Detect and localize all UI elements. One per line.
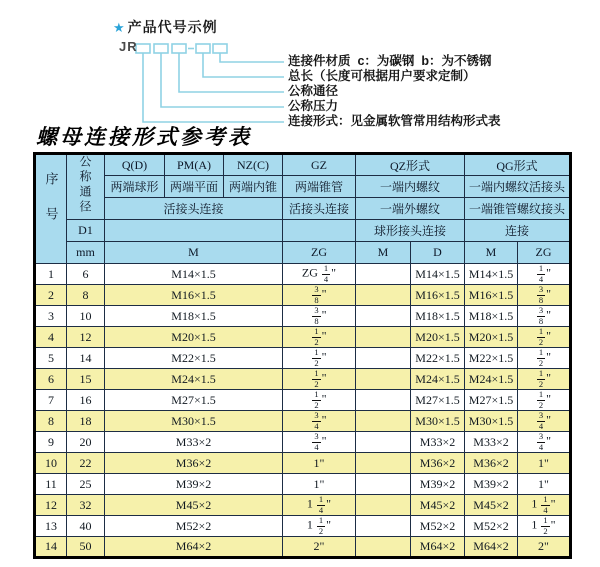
table-cell: 1 $\frac{1}{4}$ " <box>518 495 571 516</box>
fraction: $\frac{3}{4}$ <box>314 410 319 431</box>
table-cell <box>356 495 411 516</box>
table-cell: M33×2 <box>411 432 465 453</box>
code-box-2 <box>154 44 168 53</box>
table-cell: $\frac{1}{2}$ " <box>518 348 571 369</box>
star-icon: ★ <box>113 20 126 35</box>
table-cell: 22 <box>67 453 105 474</box>
table-cell: M39×2 <box>411 474 465 495</box>
table-cell: 18 <box>67 411 105 432</box>
table-header <box>35 154 571 264</box>
table-cell: M52×2 <box>105 516 283 537</box>
table-cell: 40 <box>67 516 105 537</box>
table-cell: M18×1.5 <box>411 306 465 327</box>
table-body <box>35 264 571 558</box>
fraction: $\frac{1}{2}$ <box>314 368 319 389</box>
header-qz-conn: 球形接头连接 <box>356 220 465 242</box>
table-cell: M39×2 <box>105 474 283 495</box>
table-cell: $\frac{3}{8}$ " <box>518 306 571 327</box>
table-cell: M27×1.5 <box>411 390 465 411</box>
table-row <box>35 285 571 306</box>
diagram-title-text: 产品代号示例 <box>127 19 218 35</box>
header-qg-conn: 连接 <box>465 220 571 242</box>
table-row <box>35 453 571 474</box>
diagram-title <box>113 17 218 37</box>
header-qz: QZ形式 <box>356 154 465 176</box>
table-cell <box>356 390 411 411</box>
table-cell: M45×2 <box>465 495 518 516</box>
table-cell: M24×1.5 <box>411 369 465 390</box>
table-cell: 2 <box>35 285 67 306</box>
header-qd: Q(D) <box>105 154 165 176</box>
fraction: $\frac{3}{4}$ <box>314 431 319 452</box>
code-label-material: 连接件材质 c：为碳钢 b：为不锈钢 <box>288 54 492 68</box>
leader-line-connection <box>143 53 284 122</box>
fraction: $\frac{1}{2}$ <box>538 326 544 347</box>
header-zg: ZG <box>283 242 356 264</box>
header-nzc-sub: 两端内锥 <box>224 176 283 198</box>
header-qz-d: D <box>411 242 465 264</box>
table-cell: $\frac{3}{4}$ " <box>518 411 571 432</box>
table-cell: $\frac{1}{2}$ " <box>283 348 356 369</box>
fraction: $\frac{1}{2}$ <box>314 389 319 410</box>
table-cell: M27×1.5 <box>465 390 518 411</box>
table-cell: M16×1.5 <box>105 285 283 306</box>
code-label-diameter: 公称通径 <box>288 84 339 98</box>
header-blank-gz <box>283 220 356 242</box>
table-cell: 12 <box>35 495 67 516</box>
table-cell: M36×2 <box>465 453 518 474</box>
table-cell: M14×1.5 <box>411 264 465 285</box>
nut-connection-table <box>33 152 572 559</box>
table-cell: 8 <box>67 285 105 306</box>
table-cell: 3 <box>35 306 67 327</box>
table-cell: $\frac{3}{4}$ " <box>283 432 356 453</box>
table-cell: M18×1.5 <box>105 306 283 327</box>
table-cell: M36×2 <box>105 453 283 474</box>
table-cell: $\frac{1}{2}$ " <box>518 327 571 348</box>
table-cell: $\frac{3}{4}$ " <box>518 432 571 453</box>
table-cell: M30×1.5 <box>105 411 283 432</box>
table-cell <box>356 432 411 453</box>
code-prefix: JR <box>119 39 138 54</box>
table-cell: $\frac{1}{2}$ " <box>518 369 571 390</box>
header-nzc: NZ(C) <box>224 154 283 176</box>
code-box-5 <box>213 44 227 53</box>
header-row-5 <box>35 242 571 264</box>
table-cell: 6 <box>67 264 105 285</box>
table-cell: 14 <box>35 537 67 558</box>
fraction: $\frac{1}{2}$ <box>538 347 544 368</box>
table-cell: 5 <box>35 348 67 369</box>
table-row <box>35 495 571 516</box>
table-row <box>35 348 571 369</box>
fraction: $\frac{1}{4}$ <box>323 263 329 284</box>
table-cell: M22×1.5 <box>411 348 465 369</box>
table-cell <box>356 516 411 537</box>
table-row <box>35 474 571 495</box>
table-cell: M20×1.5 <box>411 327 465 348</box>
fraction: $\frac{1}{4}$ <box>538 263 544 284</box>
fraction: $\frac{1}{2}$ <box>314 326 319 347</box>
table-cell: 15 <box>67 369 105 390</box>
table-cell: M24×1.5 <box>465 369 518 390</box>
header-dn: 公称通径 <box>67 154 105 220</box>
leader-line-length <box>203 53 284 77</box>
header-qg-zg: ZG <box>518 242 571 264</box>
table-cell: ZG $\frac{1}{4}$ " <box>283 264 356 285</box>
header-gz-conn: 活接头连接 <box>283 198 356 220</box>
fraction: $\frac{3}{8}$ <box>314 284 319 305</box>
table-cell: $\frac{3}{4}$ " <box>283 411 356 432</box>
header-pma: PM(A) <box>165 154 224 176</box>
header-qz-sub1: 一端内螺纹 <box>356 176 465 198</box>
table-row <box>35 390 571 411</box>
header-qz-m: M <box>356 242 411 264</box>
code-label-length: 总长（长度可根据用户要求定制） <box>288 69 476 83</box>
header-m: M <box>105 242 283 264</box>
fraction: $\frac{1}{2}$ <box>314 347 319 368</box>
fraction: $\frac{1}{4}$ <box>543 494 548 515</box>
table-cell <box>356 474 411 495</box>
table-cell: $\frac{1}{2}$ " <box>283 390 356 411</box>
table-row <box>35 306 571 327</box>
table-cell: 4 <box>35 327 67 348</box>
header-mm: mm <box>67 242 105 264</box>
table-cell: 1 $\frac{1}{2}$ " <box>283 516 356 537</box>
table-cell: M24×1.5 <box>105 369 283 390</box>
fraction: $\frac{3}{8}$ <box>314 305 319 326</box>
table-cell <box>356 369 411 390</box>
fraction: $\frac{1}{2}$ <box>543 515 548 536</box>
table-cell: 20 <box>67 432 105 453</box>
header-qg-sub1: 一端内螺纹活接头 <box>465 176 571 198</box>
code-labels <box>288 54 501 129</box>
header-row-1 <box>35 154 571 176</box>
header-gz-sub: 两端锥管 <box>283 176 356 198</box>
code-box-4 <box>196 44 210 53</box>
table-row <box>35 264 571 285</box>
table-cell: $\frac{1}{4}$ " <box>518 264 571 285</box>
table-cell: 7 <box>35 390 67 411</box>
table-cell: 6 <box>35 369 67 390</box>
table-row <box>35 432 571 453</box>
table-cell <box>356 264 411 285</box>
table-cell: M45×2 <box>411 495 465 516</box>
header-blank-m <box>105 220 283 242</box>
table-cell: M33×2 <box>465 432 518 453</box>
code-label-connection: 连接形式：见金属软管常用结构形式表 <box>288 114 501 128</box>
table-row <box>35 327 571 348</box>
table-cell <box>356 453 411 474</box>
header-row-4 <box>35 220 571 242</box>
table-cell: M36×2 <box>411 453 465 474</box>
leader-line-material <box>220 53 284 62</box>
table-cell: 1 $\frac{1}{2}$ " <box>518 516 571 537</box>
table-cell: M14×1.5 <box>105 264 283 285</box>
table-cell: M20×1.5 <box>105 327 283 348</box>
table-cell <box>356 306 411 327</box>
table-cell: M30×1.5 <box>411 411 465 432</box>
table-cell: 1" <box>283 474 356 495</box>
table-cell: M30×1.5 <box>465 411 518 432</box>
fraction: $\frac{3}{8}$ <box>538 305 544 326</box>
table-cell: 2" <box>283 537 356 558</box>
table-cell: M22×1.5 <box>105 348 283 369</box>
fraction: $\frac{3}{4}$ <box>538 431 544 452</box>
header-pma-sub: 两端平面 <box>165 176 224 198</box>
table-cell: M39×2 <box>465 474 518 495</box>
fraction: $\frac{3}{8}$ <box>538 284 544 305</box>
table-cell: M45×2 <box>105 495 283 516</box>
table-cell: 1" <box>518 453 571 474</box>
table-cell: 1 $\frac{1}{4}$ " <box>283 495 356 516</box>
table-cell: 8 <box>35 411 67 432</box>
fraction: $\frac{1}{2}$ <box>538 389 544 410</box>
header-row-3 <box>35 198 571 220</box>
table-cell: 12 <box>67 327 105 348</box>
table-cell <box>356 285 411 306</box>
table-cell: M16×1.5 <box>411 285 465 306</box>
table-cell <box>356 348 411 369</box>
fraction: $\frac{1}{2}$ <box>538 368 544 389</box>
table-cell: M64×2 <box>465 537 518 558</box>
table-cell: 10 <box>35 453 67 474</box>
header-gz: GZ <box>283 154 356 176</box>
table-cell: $\frac{1}{2}$ " <box>518 390 571 411</box>
header-union-conn: 活接头连接 <box>105 198 283 220</box>
table-cell: M22×1.5 <box>465 348 518 369</box>
table-cell: M20×1.5 <box>465 327 518 348</box>
table-cell: M52×2 <box>411 516 465 537</box>
table-cell: 14 <box>67 348 105 369</box>
header-qg-m: M <box>465 242 518 264</box>
fraction: $\frac{3}{4}$ <box>538 410 544 431</box>
leader-line-diameter <box>179 53 284 92</box>
table-cell <box>356 411 411 432</box>
table-cell: 13 <box>35 516 67 537</box>
header-d1: D1 <box>67 220 105 242</box>
header-qd-sub: 两端球形 <box>105 176 165 198</box>
table-cell: 1 <box>35 264 67 285</box>
table-cell: 16 <box>67 390 105 411</box>
header-seq: 序号 <box>35 154 67 264</box>
header-qz-sub2: 一端外螺纹 <box>356 198 465 220</box>
table-row <box>35 411 571 432</box>
table-cell <box>356 537 411 558</box>
table-cell: $\frac{1}{2}$ " <box>283 327 356 348</box>
table-cell: M18×1.5 <box>465 306 518 327</box>
table-row <box>35 369 571 390</box>
table-cell: M14×1.5 <box>465 264 518 285</box>
header-qg-sub2: 一端锥管螺纹接头 <box>465 198 571 220</box>
table-cell: $\frac{3}{8}$ " <box>518 285 571 306</box>
code-label-pressure: 公称压力 <box>288 99 339 113</box>
fraction: $\frac{1}{4}$ <box>318 494 324 515</box>
table-cell: 25 <box>67 474 105 495</box>
table-cell: M33×2 <box>105 432 283 453</box>
table-cell <box>356 327 411 348</box>
table-cell: 2" <box>518 537 571 558</box>
table-cell: M64×2 <box>105 537 283 558</box>
code-box-3 <box>172 44 186 53</box>
table-cell: 1" <box>283 453 356 474</box>
table-cell: M27×1.5 <box>105 390 283 411</box>
table-cell: M52×2 <box>465 516 518 537</box>
table-row <box>35 516 571 537</box>
header-row-2 <box>35 176 571 198</box>
table-cell: 9 <box>35 432 67 453</box>
code-box-1 <box>136 44 150 53</box>
table-cell: $\frac{3}{8}$ " <box>283 306 356 327</box>
table-title: 螺母连接形式参考表 <box>36 125 252 149</box>
table-cell: 32 <box>67 495 105 516</box>
header-qg: QG形式 <box>465 154 571 176</box>
table-cell: 10 <box>67 306 105 327</box>
table-cell: $\frac{1}{2}$ " <box>283 369 356 390</box>
table-cell: M64×2 <box>411 537 465 558</box>
table-cell: 1" <box>518 474 571 495</box>
table-cell: M16×1.5 <box>465 285 518 306</box>
fraction: $\frac{1}{2}$ <box>318 515 324 536</box>
table-cell: 11 <box>35 474 67 495</box>
table-row <box>35 537 571 558</box>
table-cell: $\frac{3}{8}$ " <box>283 285 356 306</box>
table-cell: 50 <box>67 537 105 558</box>
